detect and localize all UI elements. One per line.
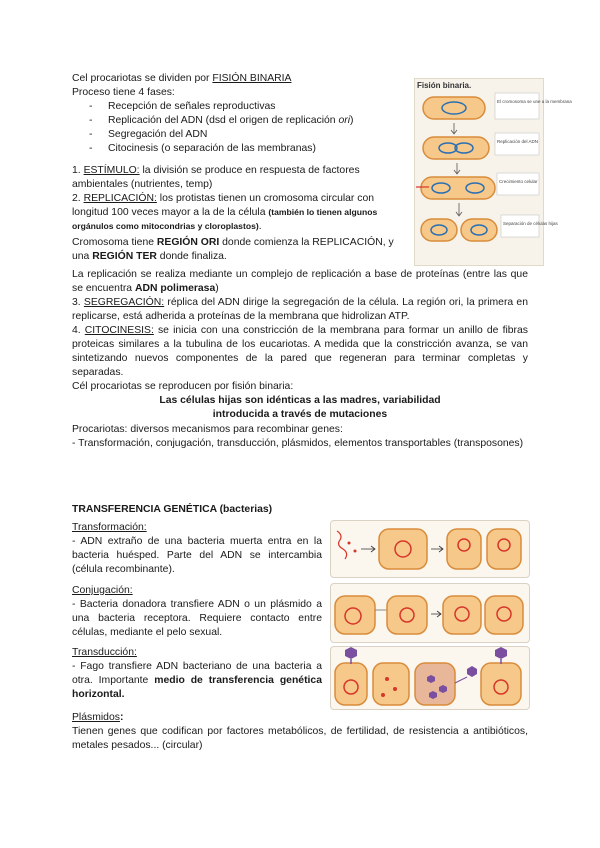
caption-box-2 [495,133,539,155]
caption-1: El cromosoma se une a la membrana [497,99,572,104]
step-number: 2. [72,193,84,205]
step-label: ESTÍMULO: [83,165,140,176]
step-end: . [258,221,262,233]
caption-2: Replicación del ADN [497,139,539,144]
transduction-block [72,646,322,702]
ori-text: Cromosoma tiene [72,237,157,249]
transduction-text: - Fago transfiere ADN bacteriano de una bacteria a otra. Importante [72,661,322,687]
caption-box-1 [495,93,539,119]
intro-line-2: Proceso tiene 4 fases: [72,87,175,99]
transduction-diagram [331,647,529,709]
step-text: la división se produce en respuesta de factores ambientales (nutrientes, temp) [72,165,360,191]
step-text: se inicia con una constricción de la membrana para formar un anillo de fibras proteicas similares a la tubulina de los eucariotas. A medida que la constricción avanza, se van sintetizando nuevos componentes de la pared que regeneran para terminar completas y separadas. [72,325,528,379]
phase-ori: ori [338,115,351,127]
phage-icon [467,666,477,677]
summary-line: Cél procariotas se reproducen por fisión binaria: [72,381,294,393]
step-label: CITOCINESIS: [84,325,154,337]
step-label: SEGREGACIÓN: [83,297,165,309]
recomb-list: - Transformación, conjugación, transducción, plásmidos, elementos transportables (transposones) [72,437,524,449]
ori-text: donde finaliza. [156,251,227,263]
section-heading: TRANSFERENCIA GENÉTICA (bacterias) [72,504,273,515]
caption-4: Separación de células hijas [503,221,558,226]
complex-text: ) [215,283,219,295]
step-number: 4. [72,325,85,337]
plasmids-block [72,711,528,753]
ori-bold: REGIÓN ORI [156,237,220,249]
transfer-heading [72,503,272,517]
plasmids-colon: : [119,712,124,723]
phases-list [72,100,402,156]
step-text: réplica del ADN dirige la segregación de la célula. La región ori, la primera en replicarse, está adherida a proteínas de la membrana que hidrolizan ATP. [72,297,528,323]
conjugation-figure [330,583,530,643]
complex-text: La replicación se realiza mediante un complejo de replicación a base de proteínas (entre las que se encuentra [72,269,528,295]
transformation-block [72,521,322,577]
conjugation-block [72,584,322,640]
transduction-figure [330,646,530,710]
caption-3: Crecimiento celular [499,179,538,184]
phase-text: Replicación del ADN (dsd el origen de replicación [108,115,339,127]
cell-stage-4 [421,219,497,241]
phase-item: - Recepción de señales reproductivas [72,100,402,114]
ter-bold: REGIÓN TER [92,251,157,263]
fision-binaria-link: FISIÓN BINARIA [212,73,292,84]
conjugation-diagram [331,584,529,642]
cell-stage-2 [423,137,489,159]
cell-stage-3 [421,177,495,199]
step-3 [72,296,528,324]
conjugation-text: - Bacteria donadora transfiere ADN o un plásmido a una bacteria receptora. Requiere contacto entre células, mediante el pelo sexual. [72,599,322,639]
binary-fission-figure [414,78,572,266]
adn-polimerasa: ADN polimerasa [134,283,216,295]
phage-icon [345,647,357,664]
step-2 [72,192,406,234]
step-4 [72,324,528,380]
recomb-line: Procariotas: diversos mecanismos para recombinar genes: [72,423,343,435]
transformation-title: Transformación: [72,522,147,533]
step-text: los protistas tienen un cromosoma circular con longitud 100 veces mayor a la de la célula [72,193,375,219]
figure-title: Fisión binaria. [417,81,472,90]
caption-box-3 [497,173,539,195]
step-number: 3. [72,297,84,309]
intro-block [72,72,402,156]
conjugation-title: Conjugación: [72,585,133,596]
steps-1-2 [72,164,406,264]
phase-end: ) [350,115,354,127]
transduction-title: Transducción: [72,647,137,658]
ori-text: donde comienza la REPLICACIÓN, y una [72,237,394,263]
intro-line-1 [72,72,402,86]
phase-item: - Segregación del ADN [72,128,402,142]
binary-fission-diagram [415,79,572,265]
step-1 [72,164,406,192]
summary-bold: Las células hijas son idénticas a las madres, variabilidad introducida a través de mutaciones [159,395,441,421]
transformation-diagram [331,521,529,577]
step-label: REPLICACIÓN: [83,193,157,205]
cell-stage-1 [423,97,485,119]
ori-paragraph [72,236,406,264]
plasmids-text: Tienen genes que codifican por factores metabólicos, de fertilidad, de resistencia a antibióticos, metales pesados... (circular) [72,726,528,752]
step-number: 1. [72,165,84,176]
transduction-bold: medio de transferencia genética horizontal. [72,675,322,701]
transformation-figure [330,520,530,578]
phase-item [72,114,402,128]
phase-item: - Citocinesis (o separación de las membranas) [72,142,402,156]
intro-text: Cel procariotas se dividen por [72,73,213,84]
transformation-text: - ADN extraño de una bacteria muerta entra en la bacteria huésped. Parte del ADN se intercambia (célula recombinante). [72,536,322,576]
main-body [72,268,528,451]
caption-box-4 [501,215,539,237]
step-small-note: (también lo tienen algunos orgánulos como mitocondrias y cloroplastos) [72,207,378,232]
plasmids-title: Plásmidos [72,712,120,723]
phage-icon [495,647,507,664]
complex-paragraph [72,268,528,296]
